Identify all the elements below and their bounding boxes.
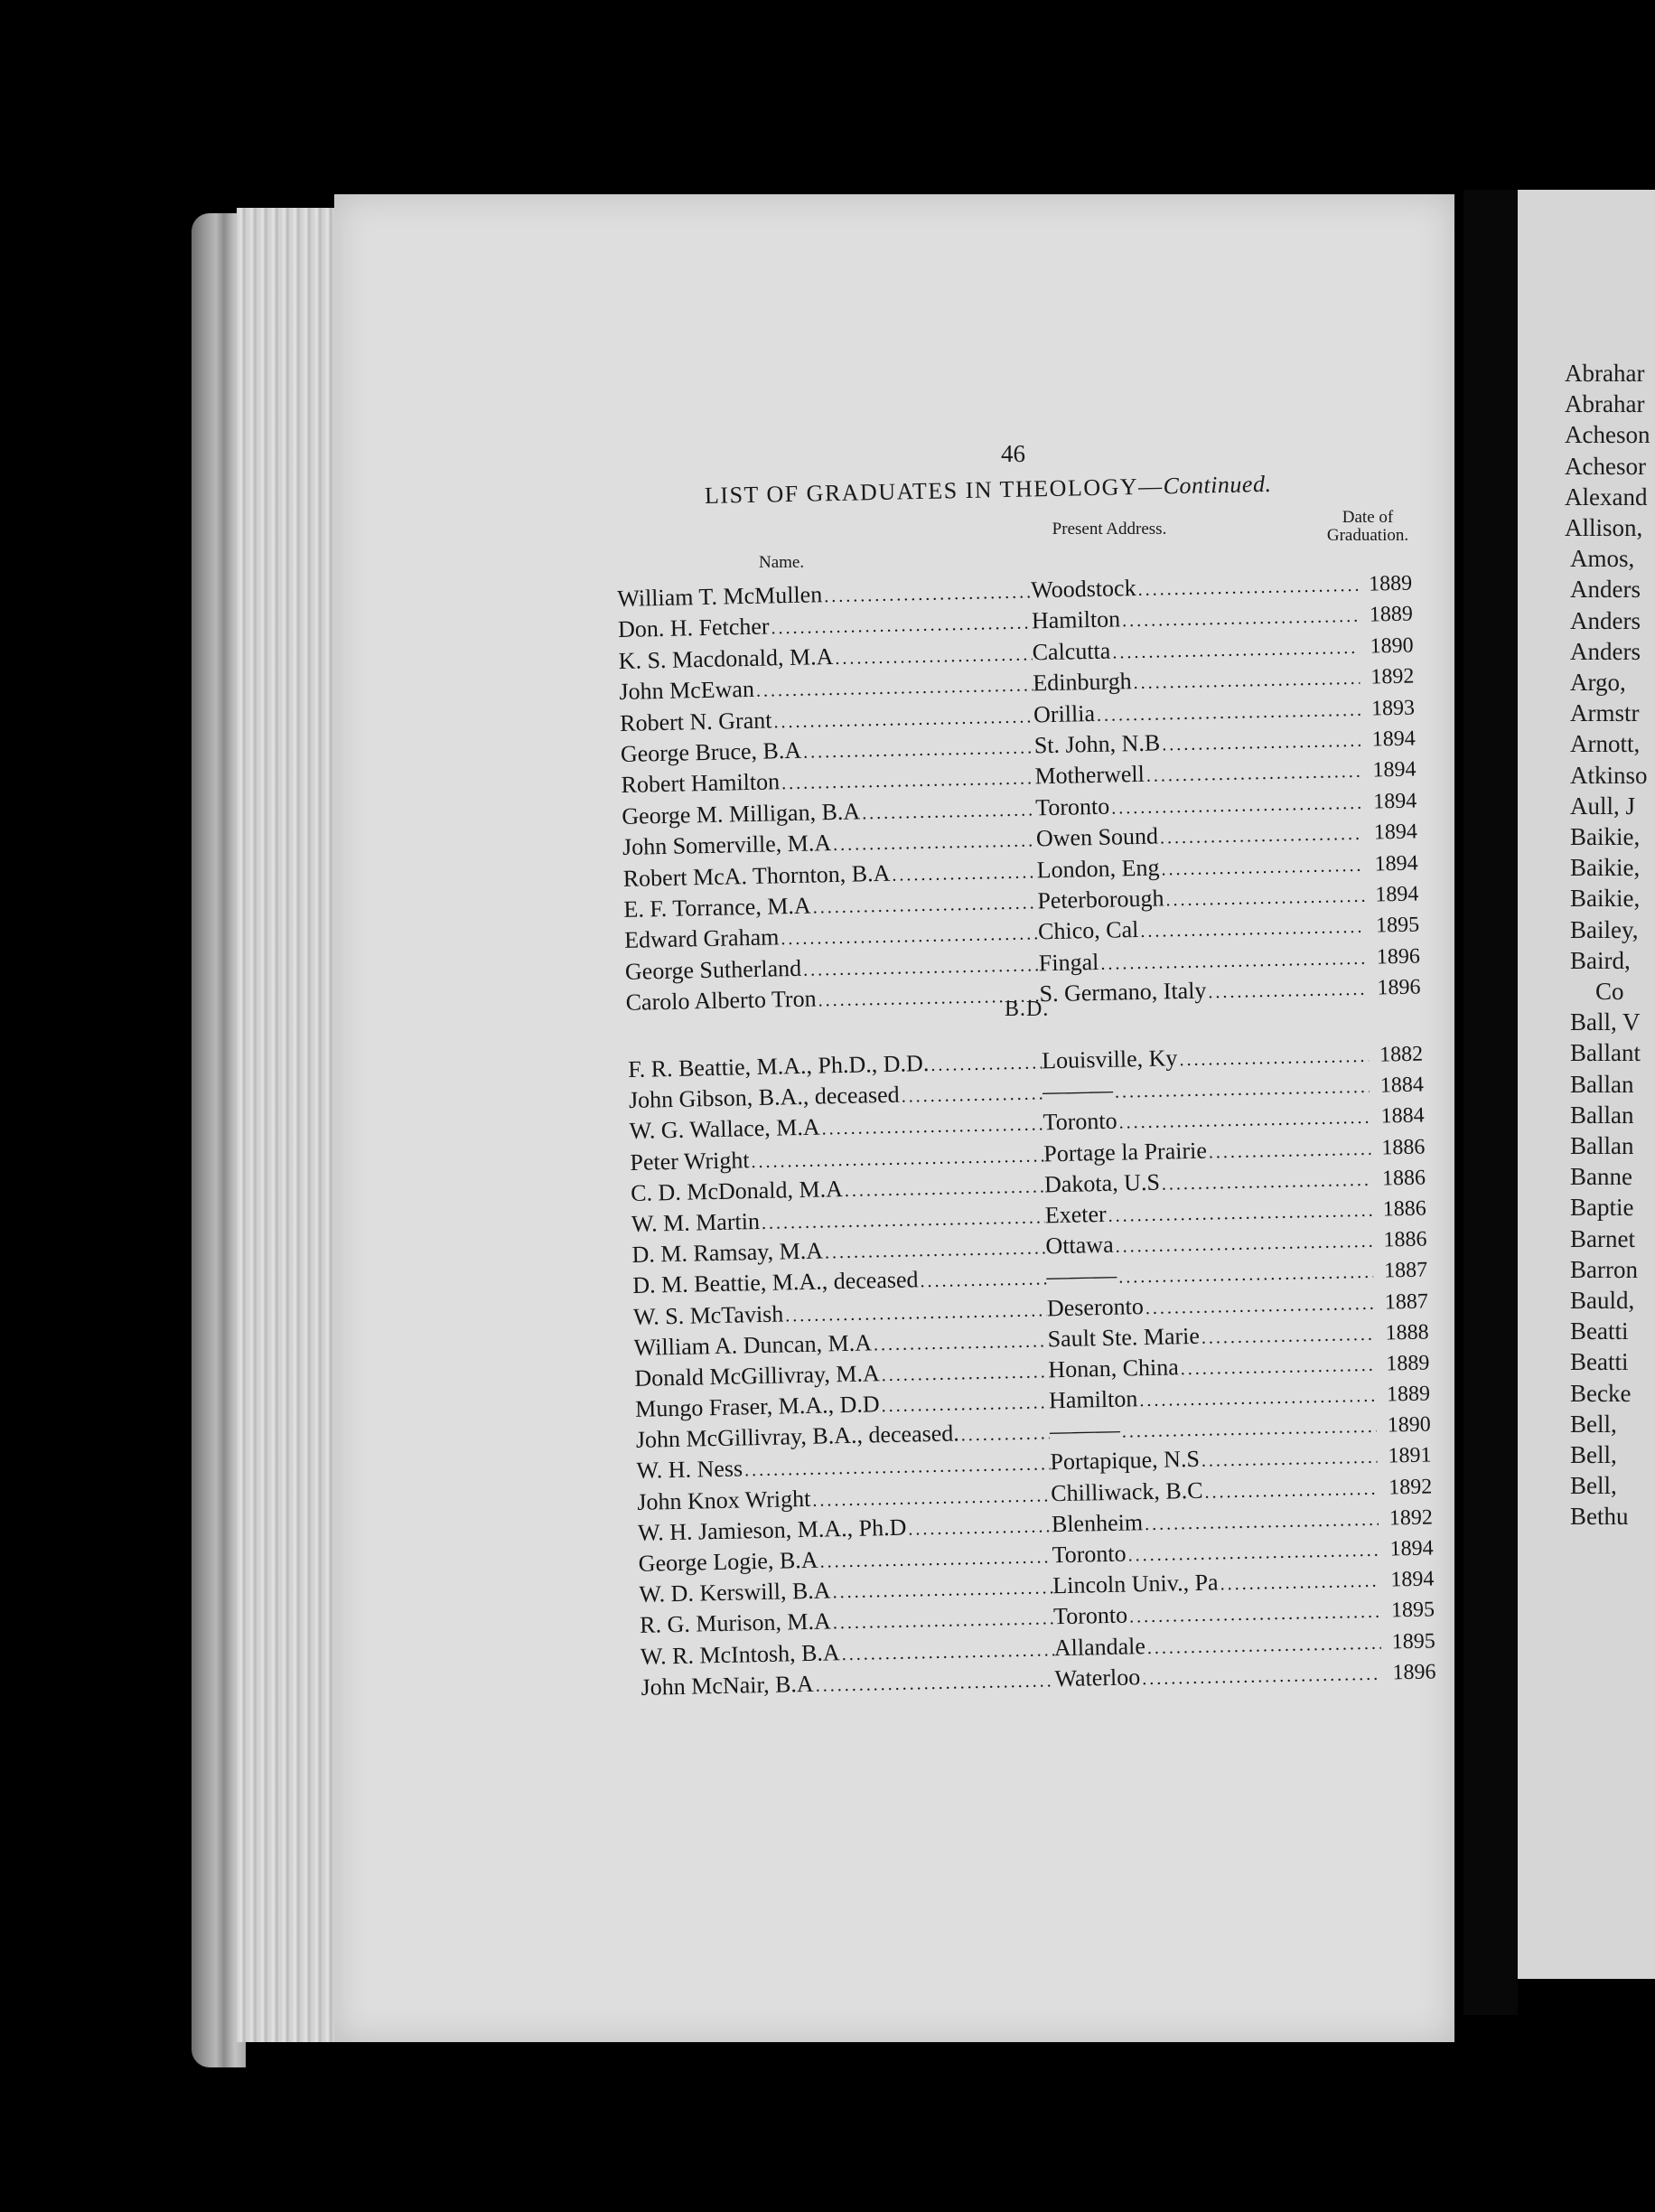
leader-dots — [1220, 1571, 1379, 1596]
present-address: London, Eng — [1036, 854, 1160, 883]
right-page-line: Co — [1595, 978, 1624, 1005]
graduate-name: John Gibson, B.A., deceased — [628, 1081, 900, 1114]
graduate-name: George Bruce, B.A — [620, 736, 802, 767]
address-cell — [1044, 1165, 1372, 1199]
leader-dots — [812, 1486, 1051, 1512]
graduation-year: 1895 — [1375, 913, 1420, 938]
present-address: Fingal — [1038, 948, 1099, 976]
graduate-name: E. F. Torrance, M.A — [623, 892, 811, 923]
address-cell — [1054, 1658, 1382, 1692]
right-page-line: Argo, — [1570, 669, 1626, 696]
present-address: Edinburgh — [1033, 668, 1132, 697]
graduation-year: 1887 — [1384, 1289, 1429, 1315]
present-address: Portapique, N.S — [1050, 1446, 1201, 1476]
present-address: Dakota, U.S — [1043, 1168, 1161, 1198]
leader-dots — [1204, 1478, 1378, 1503]
leader-dots — [841, 1640, 1054, 1665]
leader-dots — [751, 1146, 1043, 1173]
graduate-name: Edward Graham — [623, 923, 780, 954]
graduation-year: 1886 — [1381, 1166, 1426, 1191]
graduate-name: George M. Milligan, B.A — [622, 798, 861, 830]
address-cell — [1042, 1041, 1370, 1075]
leader-dots — [756, 676, 1033, 702]
graduate-name: Robert N. Grant — [619, 707, 772, 736]
leader-dots — [1115, 1077, 1370, 1103]
book-spine — [1463, 190, 1518, 2015]
leader-dots — [785, 1300, 1047, 1326]
right-page-line: Abrahar — [1565, 360, 1645, 387]
right-page-line: Ballant — [1570, 1039, 1641, 1067]
leader-dots — [1137, 576, 1358, 601]
right-page-line: Atkinso — [1570, 761, 1648, 789]
right-page-line: Bailey, — [1570, 915, 1639, 943]
right-page-line: Becke — [1570, 1379, 1632, 1407]
leader-dots — [862, 800, 1036, 824]
leader-dots — [825, 1238, 1046, 1263]
graduation-year: 1894 — [1372, 757, 1417, 783]
leader-dots — [833, 830, 1036, 856]
graduate-name: John McNair, B.A — [640, 1670, 814, 1701]
graduation-year: 1896 — [1376, 944, 1421, 970]
graduation-year: 1890 — [1387, 1412, 1432, 1438]
address-cell — [1031, 570, 1359, 605]
leader-dots — [845, 1176, 1045, 1202]
present-address: S. Germano, Italy — [1039, 977, 1207, 1008]
graduate-name: W. H. Jamieson, M.A., Ph.D — [637, 1514, 907, 1546]
right-page-line: Amos, — [1570, 545, 1635, 573]
leader-dots — [1202, 1324, 1375, 1348]
graduation-year: 1886 — [1383, 1227, 1427, 1252]
leader-dots — [901, 1084, 1043, 1108]
address-cell — [1053, 1597, 1381, 1631]
right-page-line: Baptie — [1570, 1194, 1634, 1222]
graduate-name: Robert McA. Thornton, B.A — [622, 859, 891, 892]
leader-dots — [762, 1207, 1045, 1234]
leader-dots — [1097, 699, 1361, 726]
graduate-name: Carolo Alberto Tron — [625, 985, 817, 1016]
leader-dots — [1209, 1139, 1371, 1163]
leader-dots — [1202, 1448, 1378, 1472]
right-page-line: Acheson — [1565, 421, 1650, 449]
right-page-line: Allison, — [1565, 514, 1643, 541]
right-page-line: Beatti — [1570, 1317, 1629, 1345]
address-cell — [1052, 1535, 1379, 1570]
present-address: Owen Sound — [1035, 822, 1159, 852]
graduate-name: Donald McGillivray, M.A — [634, 1360, 880, 1392]
leader-dots — [1146, 762, 1362, 787]
right-page-line: Abrahar — [1565, 390, 1645, 418]
right-page-line: Armstr — [1570, 699, 1640, 727]
graduation-year: 1895 — [1391, 1628, 1436, 1654]
graduation-year: 1896 — [1377, 975, 1421, 1000]
graduate-name: George Logie, B.A — [638, 1546, 818, 1577]
graduate-name: W. S. McTavish — [632, 1299, 784, 1330]
leader-dots — [1161, 855, 1364, 880]
address-cell — [1039, 942, 1367, 977]
present-address: Calcutta — [1032, 637, 1111, 666]
leader-dots — [1139, 1386, 1376, 1411]
leader-dots — [920, 1270, 1046, 1293]
right-page-line: Baikie, — [1570, 885, 1641, 913]
graduation-year: 1894 — [1372, 789, 1417, 814]
leader-dots — [1111, 793, 1362, 820]
right-page-line: Ball, V — [1570, 1008, 1641, 1036]
graduate-name: C. D. McDonald, M.A — [630, 1175, 844, 1206]
present-address: Woodstock — [1030, 574, 1136, 604]
address-cell — [1035, 788, 1363, 822]
graduate-name: Mungo Fraser, M.A., D.D — [634, 1391, 880, 1422]
bd-graduates-list — [628, 1040, 1436, 1705]
graduate-name: John Somerville, M.A — [622, 830, 832, 861]
address-cell — [1054, 1627, 1382, 1662]
leader-dots — [1100, 948, 1366, 974]
graduation-year: 1886 — [1382, 1196, 1426, 1222]
right-page-line: Achesor — [1565, 452, 1646, 480]
present-address: Exeter — [1044, 1200, 1107, 1229]
title-continued: Continued. — [1163, 470, 1272, 500]
leader-dots — [1122, 1417, 1377, 1443]
title-main: LIST OF GRADUATES IN THEOLOGY— — [704, 473, 1164, 509]
right-page-line: Aull, J — [1570, 792, 1636, 820]
address-cell — [1045, 1226, 1373, 1261]
address-cell — [1043, 1102, 1370, 1137]
present-address: Lincoln Univ., Pa — [1052, 1569, 1219, 1599]
graduation-year: 1889 — [1386, 1351, 1430, 1376]
leader-dots — [1160, 824, 1363, 849]
address-cell — [1052, 1504, 1379, 1539]
leader-dots — [771, 614, 1032, 640]
graduation-year: 1894 — [1373, 820, 1418, 845]
present-address: Hamilton — [1031, 605, 1121, 634]
present-address: Ottawa — [1045, 1231, 1114, 1260]
present-address: Sault Ste. Marie — [1047, 1322, 1201, 1353]
address-cell — [1049, 1411, 1377, 1446]
address-cell — [1051, 1473, 1379, 1507]
graduation-year: 1894 — [1374, 851, 1418, 876]
present-address: Louisville, Ky — [1041, 1045, 1178, 1074]
address-cell — [1032, 633, 1360, 667]
address-cell — [1032, 601, 1360, 635]
address-cell — [1043, 1133, 1371, 1167]
graduate-name: Robert Hamilton — [621, 768, 781, 799]
leader-dots — [819, 1547, 1052, 1572]
present-address: ——— — [1042, 1076, 1114, 1105]
leader-dots — [1142, 1664, 1382, 1690]
present-address: Portage la Prairie — [1043, 1137, 1208, 1167]
leader-dots — [1122, 606, 1359, 632]
graduation-year: 1892 — [1388, 1475, 1433, 1500]
leader-dots — [930, 1053, 1042, 1076]
present-address: Deseronto — [1046, 1292, 1145, 1321]
graduate-name: John Knox Wright — [637, 1485, 811, 1515]
address-cell — [1038, 912, 1366, 946]
right-page-line: Banne — [1570, 1163, 1632, 1191]
column-header-address — [1046, 520, 1173, 539]
graduation-year: 1894 — [1390, 1567, 1435, 1592]
graduation-year: 1888 — [1385, 1320, 1429, 1345]
address-cell — [1048, 1350, 1376, 1384]
date-header-text: Date of Graduation. — [1326, 508, 1409, 545]
leader-dots — [803, 955, 1039, 980]
leader-dots — [835, 644, 1033, 670]
leader-dots — [1208, 979, 1367, 1004]
graduation-year: 1894 — [1389, 1536, 1434, 1561]
leader-dots — [1118, 1108, 1370, 1134]
graduation-year: 1884 — [1380, 1103, 1425, 1129]
address-cell — [1043, 1072, 1370, 1106]
address-cell — [1052, 1566, 1380, 1600]
address-cell — [1050, 1442, 1378, 1476]
address-cell — [1039, 974, 1367, 1008]
graduation-year: 1893 — [1370, 696, 1416, 721]
leader-dots — [1181, 1355, 1376, 1381]
graduate-name: D. M. Ramsay, M.A — [631, 1237, 824, 1269]
right-page-line: Bell, — [1570, 1410, 1617, 1438]
address-header-text: Present Address. — [1052, 520, 1167, 539]
leader-dots — [1162, 1170, 1372, 1195]
present-address: Motherwell — [1034, 761, 1145, 790]
graduate-name: W. R. McIntosh, B.A — [640, 1638, 840, 1670]
graduate-name: W. G. Wallace, M.A — [629, 1113, 820, 1145]
present-address: Waterloo — [1054, 1664, 1141, 1692]
page-number: 46 — [1001, 440, 1025, 467]
present-address: Peterborough — [1037, 885, 1164, 914]
present-address: Toronto — [1052, 1540, 1127, 1569]
leader-dots — [1129, 1602, 1380, 1628]
present-address: Honan, China — [1048, 1354, 1180, 1383]
page-stack-edges — [237, 208, 341, 2042]
graduate-name: Peter Wright — [630, 1146, 750, 1176]
address-cell — [1034, 726, 1362, 760]
graduate-name: W. D. Kerswill, B.A — [639, 1577, 831, 1608]
leader-dots — [882, 1362, 1049, 1386]
graduation-year: 1889 — [1369, 602, 1414, 627]
right-page-line: Bauld, — [1570, 1287, 1635, 1314]
leader-dots — [1127, 1541, 1379, 1567]
present-address: Chilliwack, B.C — [1050, 1476, 1203, 1506]
graduate-name: John McEwan — [619, 676, 755, 706]
column-header-name: Name. — [759, 553, 805, 572]
present-address: Toronto — [1034, 792, 1110, 821]
address-cell — [1046, 1257, 1374, 1291]
graduate-name: D. M. Beattie, M.A., deceased — [632, 1266, 919, 1299]
leader-dots — [824, 582, 1032, 607]
leader-dots — [744, 1455, 1051, 1482]
address-cell — [1033, 694, 1361, 728]
right-page-partial — [1518, 190, 1655, 1979]
graduation-year: 1896 — [1392, 1660, 1436, 1685]
graduation-year: 1892 — [1389, 1505, 1434, 1531]
leader-dots — [833, 1609, 1054, 1635]
graduate-name: W. M. Martin — [631, 1207, 761, 1237]
leader-dots — [874, 1331, 1048, 1355]
leader-dots — [908, 1516, 1052, 1540]
graduate-name: William A. Duncan, M.A — [633, 1329, 873, 1361]
leader-dots — [1133, 669, 1360, 694]
present-address: Allandale — [1053, 1632, 1146, 1661]
graduation-year: 1889 — [1386, 1382, 1431, 1407]
column-header-date — [1304, 509, 1431, 545]
leader-dots — [1145, 1510, 1379, 1535]
present-address: Toronto — [1052, 1601, 1128, 1630]
right-page-line: Beatti — [1570, 1348, 1629, 1376]
graduation-year: 1887 — [1383, 1258, 1428, 1283]
address-cell — [1034, 756, 1362, 791]
present-address: Toronto — [1043, 1108, 1117, 1136]
graduates-list — [617, 569, 1421, 1021]
present-address: Blenheim — [1051, 1508, 1144, 1538]
right-page-line: Ballan — [1570, 1132, 1634, 1159]
right-page-line: Anders — [1570, 606, 1641, 634]
graduation-year: 1894 — [1371, 726, 1417, 752]
right-page-line: Alexand — [1565, 483, 1648, 511]
graduate-name: Don. H. Fetcher — [617, 613, 770, 643]
right-page-line: Baird, — [1570, 946, 1631, 974]
present-address: ——— — [1045, 1262, 1117, 1290]
right-page-line: Bethu — [1570, 1503, 1629, 1531]
leader-dots — [1145, 1293, 1375, 1318]
address-cell — [1049, 1381, 1377, 1415]
address-cell — [1033, 663, 1360, 698]
right-page-line: Ballan — [1570, 1070, 1634, 1098]
leader-dots — [803, 737, 1034, 763]
graduate-name: R. G. Murison, M.A — [639, 1607, 832, 1639]
leader-dots — [961, 1424, 1051, 1447]
leader-dots — [1165, 886, 1364, 912]
present-address: Hamilton — [1048, 1385, 1138, 1414]
right-page-line: Barron — [1570, 1255, 1638, 1283]
leader-dots — [815, 1671, 1054, 1697]
leader-dots — [1140, 917, 1365, 942]
leader-dots — [881, 1392, 1049, 1417]
address-cell — [1036, 849, 1364, 884]
address-cell — [1047, 1288, 1375, 1322]
graduation-year: 1895 — [1390, 1598, 1435, 1623]
leader-dots — [1115, 1232, 1372, 1258]
leader-dots — [773, 707, 1033, 733]
address-cell — [1044, 1195, 1372, 1230]
leader-dots — [1179, 1046, 1369, 1071]
leader-dots — [1162, 731, 1361, 756]
graduation-year: 1890 — [1370, 633, 1414, 659]
leader-dots — [781, 769, 1035, 795]
right-page-line: Bell, — [1570, 1441, 1617, 1468]
leader-dots — [781, 924, 1038, 951]
address-cell — [1037, 881, 1365, 915]
present-address: Chico, Cal — [1037, 916, 1139, 945]
present-address: Orillia — [1033, 699, 1096, 727]
leader-dots — [1112, 638, 1360, 664]
graduate-name: John McGillivray, B.A., deceased. — [635, 1420, 960, 1454]
graduate-name: W. H. Ness — [636, 1455, 743, 1485]
graduate-name: K. S. Macdonald, M.A — [618, 642, 834, 674]
graduate-name: William T. McMullen — [617, 581, 823, 612]
present-address: St. John, N.B — [1033, 729, 1161, 759]
right-page-line: Barnet — [1570, 1224, 1635, 1252]
leader-dots — [1147, 1633, 1381, 1658]
right-page-line: Baikie, — [1570, 854, 1641, 882]
right-page-line: Bell, — [1570, 1472, 1617, 1500]
address-cell — [1047, 1318, 1375, 1353]
leader-dots — [1118, 1262, 1373, 1289]
graduation-year: 1892 — [1370, 664, 1415, 689]
leader-dots — [821, 1115, 1043, 1140]
graduation-year: 1889 — [1368, 571, 1413, 596]
graduation-year: 1886 — [1381, 1135, 1426, 1160]
graduation-year: 1884 — [1379, 1073, 1425, 1098]
right-page-line: Arnott, — [1570, 730, 1641, 758]
graduate-name: George Sutherland — [624, 954, 802, 985]
right-page-line: Anders — [1570, 637, 1641, 665]
right-page-line: Baikie, — [1570, 823, 1641, 850]
right-page-line: Ballan — [1570, 1101, 1634, 1129]
leader-dots — [1108, 1201, 1372, 1227]
graduation-year: 1891 — [1388, 1443, 1432, 1468]
present-address: ——— — [1049, 1416, 1121, 1445]
leader-dots — [832, 1578, 1052, 1603]
address-cell — [1036, 819, 1364, 853]
leader-dots — [892, 862, 1037, 886]
section-label-bd: B.D. — [1005, 998, 1050, 1021]
graduation-year: 1882 — [1379, 1042, 1424, 1067]
graduate-name: F. R. Beattie, M.A., Ph.D., D.D. — [628, 1050, 930, 1083]
right-page-line: Anders — [1570, 576, 1641, 604]
leader-dots — [812, 893, 1037, 918]
graduation-year: 1894 — [1375, 882, 1419, 907]
